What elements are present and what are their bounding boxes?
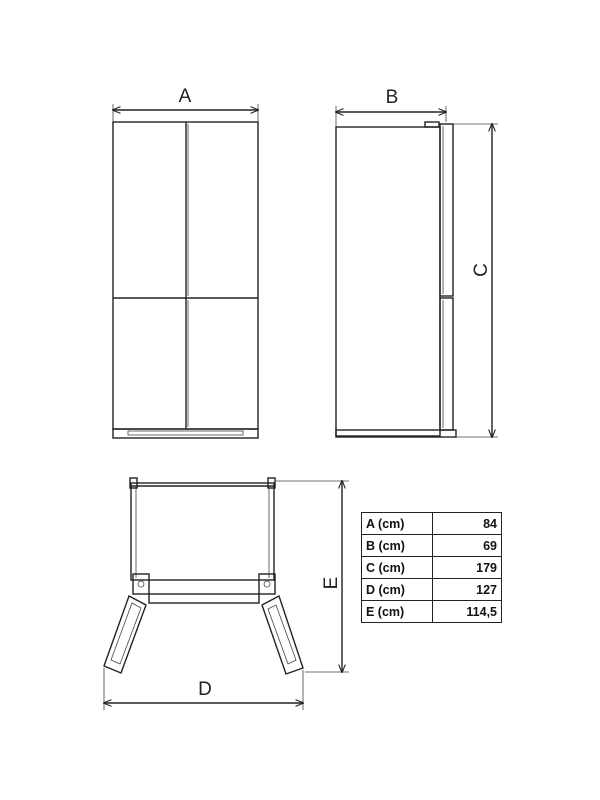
- table-row: [362, 579, 502, 601]
- table-row: [362, 513, 502, 535]
- table-row: [362, 557, 502, 579]
- spec-label: E (cm): [362, 601, 433, 623]
- dimension-e-label: E: [321, 576, 343, 590]
- spec-label: D (cm): [362, 579, 433, 601]
- spec-value: 69: [433, 535, 502, 557]
- spec-value: 84: [433, 513, 502, 535]
- table-row: [362, 535, 502, 557]
- side-view: [336, 87, 498, 437]
- front-view: [113, 86, 258, 438]
- table-row: [362, 601, 502, 623]
- top-front-rail: [149, 594, 259, 603]
- spec-label: B (cm): [362, 535, 433, 557]
- spec-value: 179: [433, 557, 502, 579]
- dimension-spec-table: [361, 512, 502, 623]
- side-upper-door: [440, 124, 453, 296]
- top-view: [104, 478, 349, 710]
- right-open-door: [262, 596, 303, 674]
- front-base: [113, 429, 258, 438]
- right-hinge: [259, 574, 275, 594]
- top-cabinet-outline: [131, 483, 274, 580]
- spec-value: 114,5: [433, 601, 502, 623]
- side-body-outline: [336, 127, 440, 436]
- dimension-c-label: C: [471, 263, 493, 277]
- dimension-b-label: B: [385, 87, 399, 109]
- side-lower-door: [440, 298, 453, 430]
- left-hinge: [133, 574, 149, 594]
- spec-label: A (cm): [362, 513, 433, 535]
- dimension-a-label: A: [178, 86, 192, 108]
- dimension-d-label: D: [198, 679, 212, 701]
- spec-value: 127: [433, 579, 502, 601]
- spec-label: C (cm): [362, 557, 433, 579]
